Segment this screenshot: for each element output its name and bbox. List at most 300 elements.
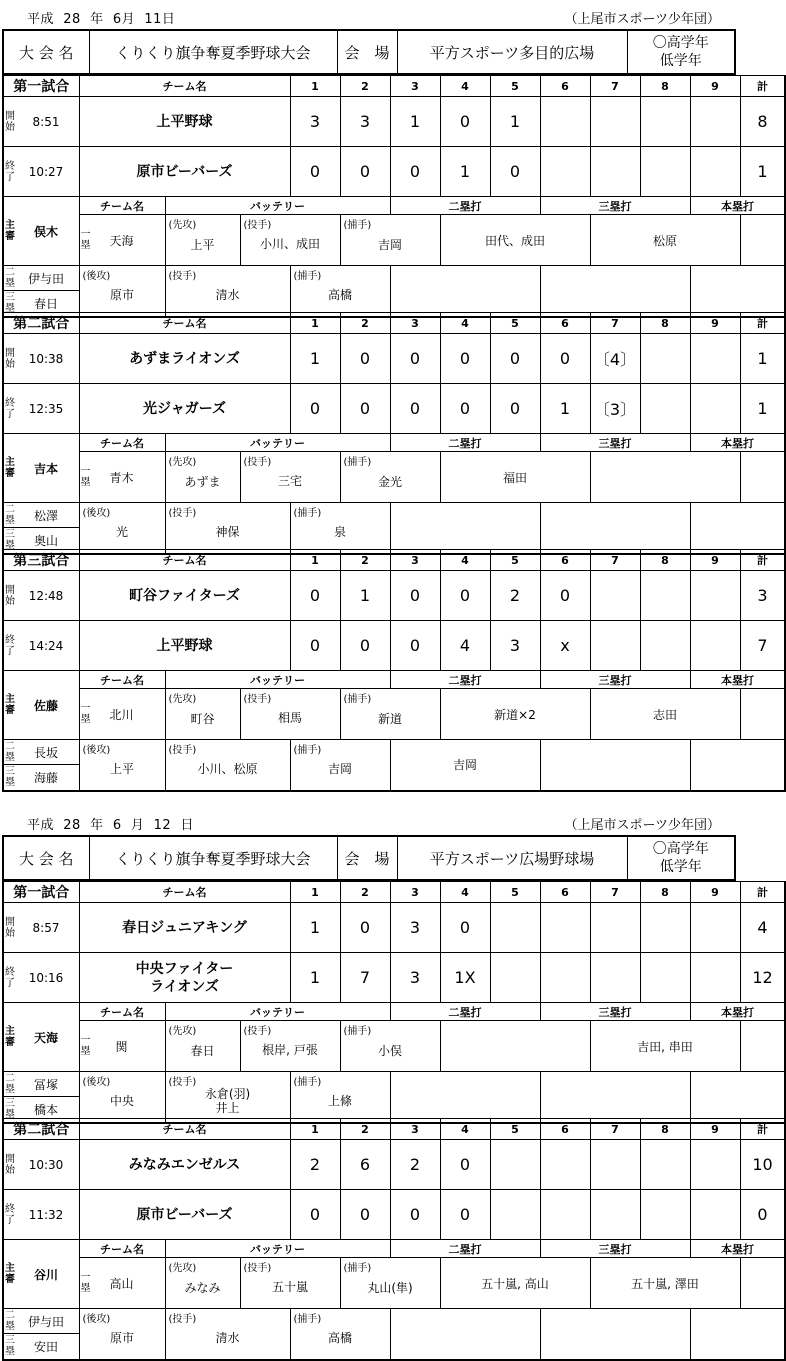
- triples-cell: 五十嵐, 澤田: [590, 1258, 740, 1309]
- vertical-label: 二塁: [5, 504, 15, 526]
- game-name: 第二試合: [3, 313, 79, 334]
- inning-header: 7: [590, 882, 640, 903]
- tournament-title-table: [2, 29, 736, 75]
- inning-score: [690, 384, 740, 434]
- vertical-label: 終了: [5, 966, 15, 989]
- start-time-cell: [3, 571, 79, 621]
- team-name: 町谷ファイターズ: [79, 571, 290, 621]
- inning-score: [640, 621, 690, 671]
- doubles-cell: 五十嵐, 高山: [440, 1258, 590, 1309]
- inning-score: [640, 571, 690, 621]
- team-name: 原市ビーバーズ: [79, 147, 290, 197]
- pitcher-names: 神保: [215, 524, 240, 539]
- pitcher-cell: [240, 689, 340, 740]
- stats-team-header: チーム名: [79, 434, 165, 452]
- stats-team-name: みなみ: [184, 1280, 221, 1295]
- inning-score: [490, 953, 540, 1003]
- homers-cell: [740, 215, 785, 266]
- total-score: 0: [740, 1190, 785, 1240]
- inning-header: 8: [640, 313, 690, 334]
- catcher-names: 金光: [377, 474, 402, 489]
- doubles-cell: [440, 1021, 590, 1072]
- inning-score: 1: [540, 384, 590, 434]
- triples-cell: 松原: [590, 215, 740, 266]
- batting-order-label: (先攻): [168, 1026, 197, 1037]
- inning-score: 3: [290, 97, 340, 147]
- total-score: 7: [740, 621, 785, 671]
- pitcher-cell: [165, 1072, 290, 1123]
- inning-score: 7: [340, 953, 390, 1003]
- inning-header: 7: [590, 550, 640, 571]
- inning-score: [640, 1190, 690, 1240]
- batting-order-label: (先攻): [168, 457, 197, 468]
- doubles-cell: 田代、成田: [440, 215, 590, 266]
- pitcher-label: (投手): [243, 457, 272, 468]
- pitcher-names: 清水: [215, 1330, 240, 1345]
- batting-order-label: (先攻): [168, 220, 197, 231]
- stats-team-name: あずま: [184, 474, 221, 489]
- total-score: 10: [740, 1140, 785, 1190]
- triples-header: 三塁打: [540, 1003, 690, 1021]
- vertical-label: 二塁: [5, 267, 15, 289]
- inning-header: 7: [590, 1119, 640, 1140]
- inning-score: 0: [290, 147, 340, 197]
- day-header: [0, 0, 736, 28]
- umpire-name: 橋本: [33, 1102, 58, 1117]
- inning-score: [690, 1190, 740, 1240]
- level-cell: [627, 836, 735, 880]
- umpire-name: 松澤: [33, 508, 58, 523]
- inning-score: 0: [340, 334, 390, 384]
- inning-header: 4: [440, 882, 490, 903]
- end-time-cell: [3, 1190, 79, 1240]
- inning-score: [690, 571, 740, 621]
- inning-header: 3: [390, 1119, 440, 1140]
- inning-score: 0: [390, 1190, 440, 1240]
- inning-score: 1: [340, 571, 390, 621]
- umpire-cell: [79, 452, 165, 503]
- umpire-cell: [3, 1003, 79, 1072]
- homers-header: 本塁打: [690, 671, 785, 689]
- inning-score: 1: [290, 953, 340, 1003]
- inning-score: 2: [390, 1140, 440, 1190]
- inning-score: 0: [340, 147, 390, 197]
- triples-cell: [540, 1072, 690, 1123]
- inning-header: 3: [390, 76, 440, 97]
- stats-team-name: 町谷: [190, 711, 215, 726]
- start-time-cell: [3, 903, 79, 953]
- inning-score: 0: [340, 1190, 390, 1240]
- game-table: [2, 312, 786, 555]
- inning-header: 2: [340, 313, 390, 334]
- inning-header: 6: [540, 76, 590, 97]
- inning-header: 5: [490, 76, 540, 97]
- venue-name: 平方スポーツ多目的広場: [397, 30, 627, 74]
- pitcher-names: 五十嵐: [271, 1280, 308, 1294]
- stats-team: [79, 266, 165, 317]
- pitcher-label: (投手): [243, 1263, 272, 1274]
- triples-cell: [540, 740, 690, 791]
- team-name: 春日ジュニアキング: [79, 903, 290, 953]
- inning-score: 0: [390, 384, 440, 434]
- catcher-cell: [340, 689, 440, 740]
- homers-header: 本塁打: [690, 434, 785, 452]
- homers-cell: [740, 1021, 785, 1072]
- inning-score: 0: [290, 621, 340, 671]
- total-score: 4: [740, 903, 785, 953]
- vertical-label: 二塁: [5, 741, 15, 763]
- umpire-cell: [3, 1334, 79, 1360]
- end-time: 10:27: [28, 164, 64, 179]
- game-name: 第二試合: [3, 1119, 79, 1140]
- vertical-label: 開始: [5, 1153, 15, 1176]
- inning-header: 5: [490, 550, 540, 571]
- game-name: 第一試合: [3, 882, 79, 903]
- doubles-header: 二塁打: [390, 1240, 540, 1258]
- vertical-label: 一塁: [80, 703, 91, 725]
- inning-header: 3: [390, 550, 440, 571]
- game-table: [2, 549, 786, 792]
- inning-header: 9: [690, 313, 740, 334]
- inning-score: [490, 1190, 540, 1240]
- inning-score: [590, 1140, 640, 1190]
- inning-score: [590, 147, 640, 197]
- organization: （上尾市スポーツ少年団）: [564, 12, 720, 27]
- umpire-name: 関: [115, 1039, 128, 1054]
- team-name-header: チーム名: [79, 882, 290, 903]
- vertical-label: 一塁: [80, 1035, 91, 1057]
- inning-score: 0: [440, 903, 490, 953]
- inning-score: 0: [390, 571, 440, 621]
- pitcher-cell: [165, 1309, 290, 1360]
- inning-score: 3: [490, 621, 540, 671]
- umpire-cell: [79, 689, 165, 740]
- inning-score: 0: [390, 147, 440, 197]
- vertical-label: 三塁: [5, 1335, 15, 1358]
- vertical-label: 終了: [5, 634, 15, 657]
- level-lower: 低学年: [659, 859, 702, 875]
- start-time-cell: [3, 334, 79, 384]
- catcher-names: 高橋: [327, 1331, 352, 1346]
- catcher-label: (捕手): [343, 220, 372, 231]
- catcher-cell: [290, 1072, 390, 1123]
- tournament-label: 大 会 名: [3, 30, 89, 74]
- stats-team: [79, 740, 165, 791]
- doubles-cell: 吉岡: [390, 740, 540, 791]
- tournament-label: 大 会 名: [3, 836, 89, 880]
- inning-score: 1X: [440, 953, 490, 1003]
- inning-header: 1: [290, 550, 340, 571]
- umpire-name: 天海: [33, 1030, 58, 1045]
- inning-header: 7: [590, 76, 640, 97]
- inning-header: 9: [690, 1119, 740, 1140]
- vertical-label: 開始: [5, 110, 15, 133]
- catcher-label: (捕手): [343, 1026, 372, 1037]
- pitcher-names: 小川、松原: [197, 761, 258, 776]
- vertical-label: 一塁: [80, 229, 91, 251]
- inning-score: 0: [290, 571, 340, 621]
- end-time: 11:32: [28, 1207, 64, 1222]
- catcher-cell: [340, 1021, 440, 1072]
- pitcher-names: 相馬: [277, 711, 302, 725]
- start-time: 10:30: [28, 1157, 64, 1172]
- inning-header: 5: [490, 882, 540, 903]
- pitcher-cell: [240, 452, 340, 503]
- catcher-names: 吉岡: [377, 237, 402, 252]
- batting-order-label: (先攻): [168, 1263, 197, 1274]
- stats-team: [79, 1309, 165, 1360]
- doubles-cell: [390, 266, 540, 317]
- inning-header: 6: [540, 1119, 590, 1140]
- inning-score: 0: [440, 384, 490, 434]
- inning-score: [540, 1140, 590, 1190]
- umpire-cell: [3, 266, 79, 291]
- start-time: 8:51: [32, 114, 60, 129]
- homers-cell: [690, 740, 785, 791]
- end-time-cell: [3, 384, 79, 434]
- catcher-names: 新道: [377, 711, 402, 726]
- homers-cell: [740, 452, 785, 503]
- batting-order-label: (後攻): [82, 508, 111, 519]
- stats-team-header: チーム名: [79, 1240, 165, 1258]
- inning-score: 0: [490, 147, 540, 197]
- stats-team-name: 春日: [190, 1043, 215, 1058]
- stats-team: [165, 452, 240, 503]
- vertical-label: 二塁: [5, 1310, 15, 1332]
- umpire-name: 奥山: [33, 533, 58, 548]
- pitcher-cell: [240, 215, 340, 266]
- inning-header: 2: [340, 882, 390, 903]
- umpire-cell: [3, 1240, 79, 1309]
- triples-cell: [590, 452, 740, 503]
- team-name: みなみエンゼルス: [79, 1140, 290, 1190]
- inning-score: 3: [390, 903, 440, 953]
- inning-score: 4: [440, 621, 490, 671]
- inning-score: [540, 147, 590, 197]
- inning-score: 1: [290, 334, 340, 384]
- inning-header: 3: [390, 882, 440, 903]
- catcher-label: (捕手): [343, 1263, 372, 1274]
- day-report: [0, 806, 773, 1358]
- vertical-label: 開始: [5, 347, 15, 370]
- inning-score: [640, 97, 690, 147]
- triples-cell: 吉田, 串田: [590, 1021, 740, 1072]
- catcher-names: 上條: [327, 1094, 352, 1109]
- pitcher-names: 三宅: [277, 474, 302, 488]
- umpire-cell: [79, 1258, 165, 1309]
- stats-team: [165, 689, 240, 740]
- inning-score: 0: [440, 1140, 490, 1190]
- triples-header: 三塁打: [540, 197, 690, 215]
- stats-team-name: 光: [115, 525, 128, 540]
- battery-header: バッテリー: [165, 197, 390, 215]
- pitcher-names: 根岸, 戸張: [262, 1043, 318, 1057]
- umpire-cell: [3, 1072, 79, 1097]
- catcher-cell: [340, 452, 440, 503]
- start-time-cell: [3, 97, 79, 147]
- catcher-label: (捕手): [343, 457, 372, 468]
- start-time: 8:57: [32, 920, 60, 935]
- inning-score: 0: [540, 334, 590, 384]
- inning-score: x: [540, 621, 590, 671]
- vertical-label: 三塁: [5, 292, 15, 315]
- pitcher-label: (投手): [168, 1077, 197, 1088]
- umpire-name: 北川: [109, 707, 134, 722]
- inning-score: 1: [290, 903, 340, 953]
- game-name: 第三試合: [3, 550, 79, 571]
- pitcher-names: 清水: [215, 287, 240, 302]
- stats-team-name: 原市: [109, 288, 134, 303]
- inning-score: 1: [390, 97, 440, 147]
- umpire-name: 高山: [109, 1276, 134, 1291]
- pitcher-cell: [165, 503, 290, 554]
- umpire-cell: [79, 1021, 165, 1072]
- vertical-label: 三塁: [5, 529, 15, 552]
- start-time: 10:38: [28, 351, 64, 366]
- pitcher-names: 永倉(羽) 井上: [204, 1086, 251, 1115]
- inning-score: [590, 953, 640, 1003]
- end-time: 12:35: [28, 401, 64, 416]
- inning-header: 8: [640, 1119, 690, 1140]
- catcher-cell: [340, 215, 440, 266]
- start-time-cell: [3, 1140, 79, 1190]
- pitcher-label: (投手): [168, 271, 197, 282]
- tournament-title-table: [2, 835, 736, 881]
- organization: （上尾市スポーツ少年団）: [564, 818, 720, 833]
- batting-order-label: (後攻): [82, 745, 111, 756]
- triples-header: 三塁打: [540, 434, 690, 452]
- triples-cell: [540, 1309, 690, 1360]
- inning-score: 0: [490, 334, 540, 384]
- inning-score: [690, 953, 740, 1003]
- inning-header: 6: [540, 313, 590, 334]
- stats-team-header: チーム名: [79, 671, 165, 689]
- inning-score: 0: [540, 571, 590, 621]
- pitcher-label: (投手): [243, 1026, 272, 1037]
- start-time: 12:48: [28, 588, 64, 603]
- inning-header: 4: [440, 76, 490, 97]
- inning-score: [640, 334, 690, 384]
- catcher-cell: [290, 503, 390, 554]
- inning-score: [690, 147, 740, 197]
- inning-score: [590, 903, 640, 953]
- umpire-cell: [3, 1309, 79, 1334]
- vertical-label: 主審: [5, 694, 15, 716]
- umpire-name: 俣木: [33, 224, 58, 239]
- inning-header: 8: [640, 76, 690, 97]
- total-header: 計: [740, 882, 785, 903]
- pitcher-cell: [165, 740, 290, 791]
- inning-score: 1: [440, 147, 490, 197]
- inning-score: 0: [340, 903, 390, 953]
- triples-cell: [540, 503, 690, 554]
- inning-score: 0: [290, 384, 340, 434]
- umpire-name: 伊与田: [27, 271, 64, 286]
- stats-team-header: チーム名: [79, 197, 165, 215]
- homers-cell: [740, 689, 785, 740]
- batting-order-label: (後攻): [82, 271, 111, 282]
- venue-name: 平方スポーツ広場野球場: [397, 836, 627, 880]
- triples-header: 三塁打: [540, 1240, 690, 1258]
- inning-score: [640, 1140, 690, 1190]
- homers-cell: [690, 503, 785, 554]
- total-header: 計: [740, 313, 785, 334]
- inning-header: 2: [340, 1119, 390, 1140]
- pitcher-cell: [240, 1258, 340, 1309]
- inning-score: 0: [490, 384, 540, 434]
- inning-score: 2: [490, 571, 540, 621]
- umpire-name: 伊与田: [27, 1314, 64, 1329]
- inning-score: [590, 571, 640, 621]
- umpire-cell: [3, 434, 79, 503]
- inning-score: 0: [440, 1190, 490, 1240]
- tournament-name: くりくり旗争奪夏季野球大会: [89, 30, 337, 74]
- doubles-header: 二塁打: [390, 671, 540, 689]
- inning-header: 1: [290, 76, 340, 97]
- game-table: [2, 75, 786, 318]
- end-time-cell: [3, 953, 79, 1003]
- stats-team-name: 上平: [109, 762, 134, 777]
- inning-score: 0: [390, 334, 440, 384]
- pitcher-label: (投手): [168, 745, 197, 756]
- inning-score: 〔3〕: [590, 384, 640, 434]
- tournament-name: くりくり旗争奪夏季野球大会: [89, 836, 337, 880]
- venue-label: 会 場: [337, 30, 397, 74]
- umpire-name: 佐藤: [33, 698, 58, 713]
- triples-cell: [540, 266, 690, 317]
- homers-cell: [690, 1309, 785, 1360]
- inning-score: [590, 621, 640, 671]
- catcher-names: 高橋: [327, 288, 352, 303]
- stats-team: [165, 215, 240, 266]
- catcher-names: 泉: [333, 525, 346, 540]
- inning-header: 1: [290, 1119, 340, 1140]
- level-lower: 低学年: [659, 53, 702, 69]
- vertical-label: 一塁: [80, 466, 91, 488]
- catcher-label: (捕手): [343, 694, 372, 705]
- inning-score: [540, 903, 590, 953]
- pitcher-label: (投手): [243, 694, 272, 705]
- pitcher-label: (投手): [243, 220, 272, 231]
- catcher-names: 丸山(隼): [367, 1280, 413, 1295]
- inning-score: 0: [440, 334, 490, 384]
- inning-header: 6: [540, 550, 590, 571]
- inning-score: 0: [340, 621, 390, 671]
- stats-team: [165, 1021, 240, 1072]
- total-header: 計: [740, 550, 785, 571]
- stats-team-name: 中央: [109, 1094, 134, 1109]
- team-name: あずまライオンズ: [79, 334, 290, 384]
- stats-team-name: 上平: [190, 237, 215, 252]
- team-name-header: チーム名: [79, 76, 290, 97]
- inning-score: 0: [340, 384, 390, 434]
- catcher-names: 吉岡: [327, 762, 352, 777]
- inning-header: 4: [440, 550, 490, 571]
- battery-header: バッテリー: [165, 671, 390, 689]
- inning-score: 3: [390, 953, 440, 1003]
- vertical-label: 開始: [5, 584, 15, 607]
- umpire-cell: [3, 740, 79, 765]
- catcher-label: (捕手): [293, 508, 322, 519]
- doubles-cell: [390, 1072, 540, 1123]
- total-header: 計: [740, 1119, 785, 1140]
- homers-cell: [690, 1072, 785, 1123]
- battery-header: バッテリー: [165, 1240, 390, 1258]
- inning-header: 1: [290, 313, 340, 334]
- catcher-cell: [290, 740, 390, 791]
- inning-score: [690, 621, 740, 671]
- inning-score: [690, 334, 740, 384]
